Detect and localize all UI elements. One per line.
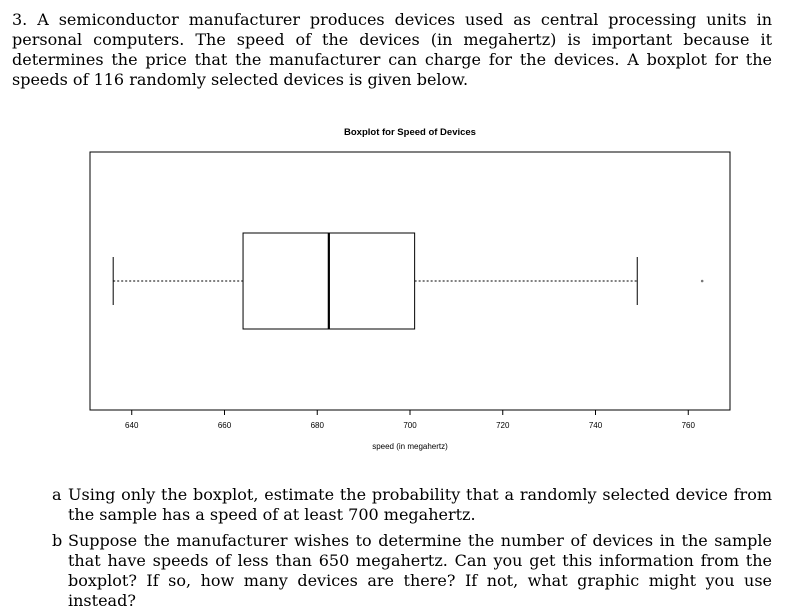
question-b-text: Suppose the manufacturer wishes to determine the number of devices in the sample that have speeds of less than 650 megahertz. Can you get this information from the boxplot? If so, how many devices are there? If not, what graphic might you use instead? bbox=[68, 531, 772, 610]
chart-title: Boxplot for Speed of Devices bbox=[344, 127, 476, 138]
question-a bbox=[52, 485, 772, 525]
question-b bbox=[52, 531, 772, 611]
x-tick-label-760: 760 bbox=[681, 421, 695, 430]
boxplot-figure bbox=[0, 118, 790, 463]
boxplot-chart bbox=[0, 118, 790, 463]
question-a-letter: a bbox=[52, 485, 62, 504]
x-tick-label-660: 660 bbox=[217, 421, 232, 430]
problem-text: A semiconductor manufacturer produces devices used as central processing units in personal computers. The speed of the devices (in megahertz) is important because it determines the price that the manufacturer can charge for the devices. A boxplot for the speeds of 116 randomly selected devices is given below. bbox=[12, 10, 773, 89]
x-tick-label-740: 740 bbox=[588, 421, 603, 430]
x-axis-label: speed (in megahertz) bbox=[372, 442, 448, 451]
x-tick-label-720: 720 bbox=[496, 421, 510, 430]
question-a-text: Using only the boxplot, estimate the probability that a randomly selected device from the sample has a speed of at least 700 megahertz. bbox=[68, 485, 772, 524]
x-tick-label-640: 640 bbox=[125, 421, 139, 430]
x-tick-label-700: 700 bbox=[403, 421, 417, 430]
outlier-point-0 bbox=[701, 280, 704, 283]
x-tick-label-680: 680 bbox=[310, 421, 324, 430]
problem-number: 3. bbox=[12, 10, 28, 29]
problem-statement bbox=[12, 10, 772, 90]
question-b-letter: b bbox=[52, 531, 63, 550]
